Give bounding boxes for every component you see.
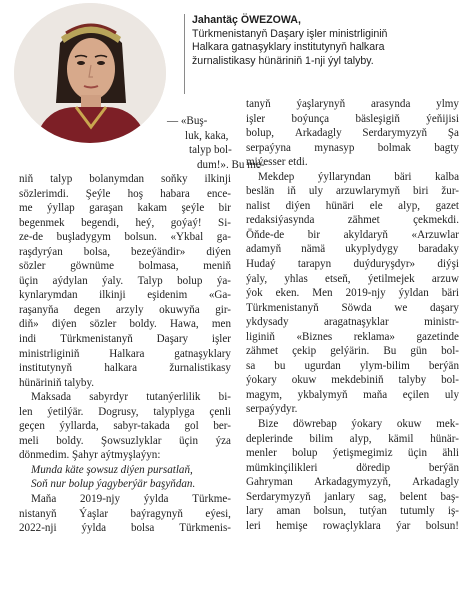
article-line: 2022-nji ýylda bolsa Türkmenis- <box>19 522 231 535</box>
article-line: Hudaý tarapyn duýduryşdyr» diýşi <box>246 258 459 271</box>
article-line: kynlarymdan ilkinji eşidenim «Ga- <box>19 289 231 302</box>
article-line: meli boldy. Şowsuzlyklar üçin ýza <box>19 434 231 447</box>
article-line: Türkmenistanyň Söwda we daşary <box>246 301 459 314</box>
author-info <box>192 14 464 68</box>
article-line: sözler göwnüme bolmasa, meniň <box>19 260 231 273</box>
author-bio-line: Türkmenistanyň Daşary işler ministrliginiň <box>192 27 388 40</box>
article-line: ministrliginiň Halkara gatnaşyklary <box>19 347 231 360</box>
article-line: Gahryman Arkadagymyzyň, Arkadagly <box>246 476 459 489</box>
article-line: dönmedim. Şahyr aýtmyşlaýyn: <box>19 449 161 462</box>
author-bio-line: Halkara gatnaşyklary institutynyň halkara <box>192 41 385 53</box>
article-line: geçen ýyllarda, sabyr-takada gol ber- <box>19 420 231 433</box>
article-line: begenmek begendi, heý, goýaý! Si- <box>19 216 231 229</box>
article-line: diň» diýen sözler boldy. Hawa, men <box>19 318 231 331</box>
article-line: me ýyllap garaşan kakam şeýle bir <box>19 202 231 215</box>
article-line: serpaýydyr. <box>246 403 298 416</box>
author-name: Jahantäç ÖWEZOWA, <box>192 14 301 26</box>
article-line: institutynyň halkara žurnalistikasy <box>19 362 231 375</box>
article-line: işler boýunça bäsleşigiň ýeňijisi <box>246 112 459 125</box>
article-line: sa bu ugurdan ylym-bilim berýän <box>246 359 459 372</box>
article-line: Bize döwrebap ýokary okuw mek- <box>258 418 459 431</box>
article-line: Mekdep ýyllaryndan bäri kalba <box>258 170 459 183</box>
article-line: tanyň ýaşlarynyň arasynda ylmy <box>246 98 459 110</box>
author-divider <box>184 14 185 94</box>
article-left-wrap <box>167 114 265 172</box>
article-line: raşanyňa degen arzyly okuwyňa gir- <box>19 303 231 316</box>
article-line: Öňde-de bir akyldaryň «Arzuwlar <box>246 228 459 241</box>
article-line: ze-de buşladygym bolsun. «Ykbal ga- <box>19 231 231 244</box>
article-line: üçin aýdylan ýaly. Talyp bolup ýa- <box>19 274 231 287</box>
article-line: ýok eken. Men 2019-njy ýyldan bäri <box>246 287 459 300</box>
article-line: sözlerimdi. Şeýle hoş habara ence- <box>19 187 231 200</box>
article-line: Serdarymyzyň janlary sag, belent baş- <box>246 490 459 503</box>
article-line: Maňa 2019-njy ýylda Türkme- <box>31 493 231 506</box>
author-bio-line: žurnalistikasy hünäriniň 1-nji ýyl talyby. <box>192 54 374 67</box>
article-line: lary aman bolsun, tutýan tutumly iş- <box>246 505 459 518</box>
article-line: len ýetilýär. Dogrusy, talyplyga çenli <box>19 405 231 418</box>
article-line: Soň nur bolup ýagyberýär başyňdan. <box>31 478 196 491</box>
author-portrait-photo <box>14 3 166 143</box>
article-line: serpaýyna mynasyp bolmak bagty <box>246 141 459 154</box>
article-line: bolup, Arkadagly Serdarymyzyň Şa <box>246 127 459 140</box>
article-line: nistanyň Ýaşlar baýragynyň eýesi, <box>19 507 231 520</box>
article-line: indi Türkmenistanyň Daşary işler <box>19 333 231 346</box>
article-line: raşdyrýan bolsa, bezeýändir» diýen <box>19 245 231 258</box>
article-line: luk, kaka, <box>185 129 229 142</box>
article-line: adamyň nämä ukyplydygy baradaky <box>246 243 459 256</box>
article-line: leri hemişe rowaçlyklara ýar bolsun! <box>246 519 459 532</box>
article-line: zähmet çekip gelýärin. Bu gün bol- <box>246 345 459 358</box>
article-line: ýaly, yhlas etseň, ýetilmejek arzuw <box>246 272 459 285</box>
article-line: niň talyp bolanymdan soňky ilkinji <box>19 173 231 185</box>
portrait-image <box>14 3 166 143</box>
article-line: ykdysady aragatnaşyklar ministr- <box>246 316 459 329</box>
article-line: talyp bol- <box>189 144 232 157</box>
article-line: ýokary okuw mekdebiniň talyby bol- <box>246 374 459 387</box>
article-line: menler bolup ýetişmegimiz üçin ähli <box>246 447 459 460</box>
article-line: redaksiýasynda zähmet çekmekdi. <box>246 214 459 227</box>
article-line: Maksada sabyrdyr tutanýerlilik bi- <box>31 391 231 404</box>
article-right-column <box>246 97 459 533</box>
article-line: Munda käte şowsuz diýen pursatlaň, <box>31 463 193 476</box>
article-line: beslän iň uly arzuwlarymyň biri žur- <box>246 185 459 198</box>
article-line: miýesser etdi. <box>246 156 308 169</box>
article-line: mümkinçilikleri döredip berýän <box>246 461 459 474</box>
article-line: liginiň «Biznes reklama» gazetinde <box>246 330 459 343</box>
article-line: dum!». Bu me- <box>197 158 265 171</box>
article-line: nalist diýen hünäri ele alyp, gazet <box>246 199 459 212</box>
article-left-column <box>19 172 231 536</box>
article-line: hünäriniň talyby. <box>19 376 95 389</box>
article-line: — «Buş- <box>167 115 208 127</box>
article-line: deplerinde bilim alyp, kämil hünär- <box>246 432 459 445</box>
article-line: magym, ykbalymyň maňa eçilen uly <box>246 388 459 401</box>
